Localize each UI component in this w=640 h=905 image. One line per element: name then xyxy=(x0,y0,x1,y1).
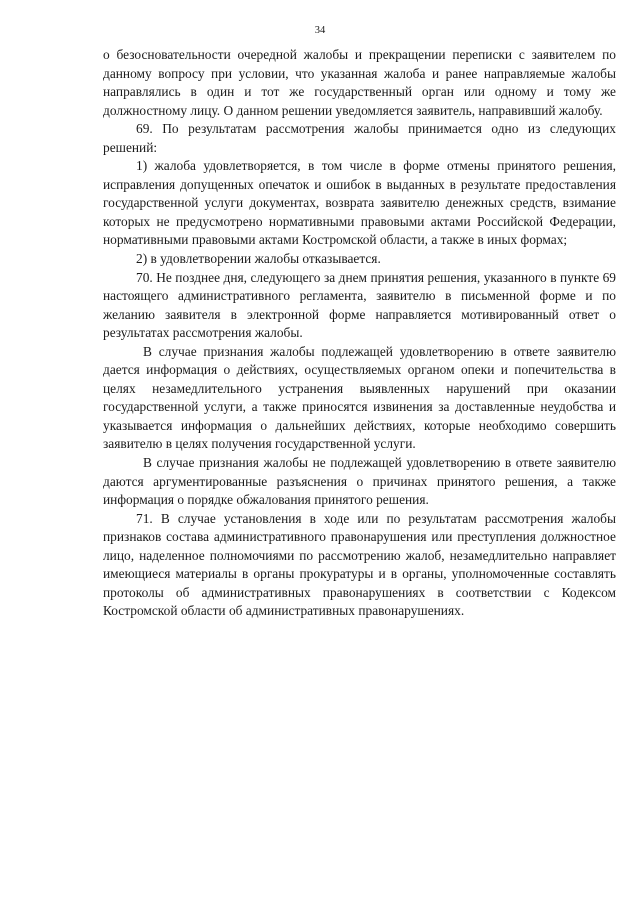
paragraph-item-71: 71. В случае установления в ходе или по результатам рассмотрения жалобы признаков состава административного правонарушения или преступления должностное лицо, наделенное полномочиями по рассмотрению жалоб, незамедлительно направляет имеющиеся материалы в органы прокуратуры и в органы, уполномоченные составлять протоколы об административных правонарушениях в соответствии с Кодексом Костромской области об административных правонарушениях. xyxy=(103,510,616,619)
paragraph-subitem-2: 2) в удовлетворении жалобы отказывается. xyxy=(136,251,381,267)
document-body xyxy=(103,46,616,621)
paragraph-continuation: о безосновательности очередной жалобы и прекращении переписки с заявителем по данному вопросу при условии, что указанная жалоба и ранее направляемые жалобы направлялись в один и тот же государственный орган или одному и тому же должностному лицу. О данном решении уведомляется заявитель, направивший жалобу. xyxy=(103,47,616,118)
paragraph-item-69: 69. По результатам рассмотрения жалобы принимается одно из следующих решений: xyxy=(103,121,616,155)
page-number: 34 xyxy=(314,25,326,36)
paragraph-item-70: 70. Не позднее дня, следующего за днем принятия решения, указанного в пункте 69 настоящего административного регламента, заявителю в письменной форме и по желанию заявителя в электронной форме направляется мотивированный ответ о результатах рассмотрения жалобы. xyxy=(103,269,616,341)
paragraph-complaint-rejected: В случае признания жалобы не подлежащей удовлетворению в ответе заявителю даются аргументированные разъяснения о причинах принятого решения, а также информация о порядке обжалования принятого решения. xyxy=(103,455,616,508)
paragraph-subitem-1: 1) жалоба удовлетворяется, в том числе в форме отмены принятого решения, исправления допущенных опечаток и ошибок в выданных в результате предоставления государственной услуги документах, возврата заявителю денежных средств, взимание которых не предусмотрено нормативными правовыми актами Российской Федерации, нормативными правовыми актами Костромской области, а также в иных формах; xyxy=(103,158,616,248)
paragraph-complaint-satisfied: В случае признания жалобы подлежащей удовлетворению в ответе заявителю дается информация о действиях, осуществляемых органом опеки и попечительства в целях незамедлительного устранения выявленных нарушений при оказании государственной услуги, а также приносятся извинения за доставленные неудобства и указывается информация о дальнейших действиях, которые необходимо совершить заявителю в целях получения государственной услуги. xyxy=(103,343,616,452)
